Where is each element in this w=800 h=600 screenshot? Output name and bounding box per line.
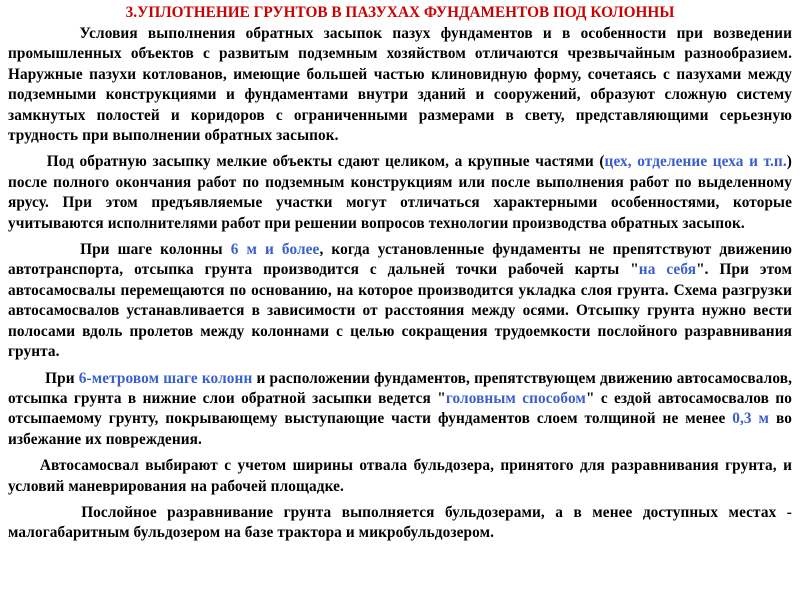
highlight-head-method: головным способом <box>445 389 586 407</box>
highlight-column-step: 6 м и более <box>230 241 320 259</box>
paragraph-6-text: Послойное разравнивание грунта выполняется бульдозерами, а в менее доступных местах - малогабаритным бульдозером на базе трактора и микробульдозером. <box>8 503 796 542</box>
indent <box>8 25 79 42</box>
highlight-towards-self: на себя <box>638 261 697 279</box>
paragraph-3-text-2: , когда установленные фундаменты не препятствуют движению автотранспорта, отсыпка грунта производится с дальней точки рабочей карты " <box>8 241 796 279</box>
paragraph-5 <box>8 456 796 497</box>
paragraph-2-text-1: Под обратную засыпку мелкие объекты сдают целиком, а крупные частями ( <box>46 153 605 171</box>
paragraph-4 <box>8 369 796 451</box>
paragraph-4-text-1: При <box>45 369 79 387</box>
paragraph-4-text-3: " с ездой автосамосвалов по отсыпаемому грунту, покрывающему выступающие части фундаментов слоем толщиной не менее <box>8 389 796 428</box>
paragraph-5-text: Автосамосвал выбирают с учетом ширины отвала бульдозера, принятого для разравнивания грунта, и условий маневрирования на рабочей площадке. <box>8 457 796 495</box>
paragraph-6 <box>8 503 796 544</box>
paragraph-1 <box>8 24 796 146</box>
paragraph-3-text-1: При шаге колонны <box>80 241 231 259</box>
paragraph-4-text-4: во избежание их повреждения. <box>8 410 796 448</box>
paragraph-1-text: Условия выполнения обратных засыпок пазух фундаментов и в особенности при возведении промышленных объектов с развитым подземным хозяйством отличаются чрезвычайным разнообразием. Наружные пазухи котлованов, имеющие большей частью клиновидную форму, сочетаясь с пазухами между подземными конструкциями и фундаментами внутри зданий и сооружений, образуют сложную систему замкнутых полостей и коридоров с ограниченными размерами в свету, представляющими серьезную трудность при выполнении обратных засыпок. <box>8 25 796 145</box>
highlight-workshop: цех, отделение цеха и т.п. <box>604 153 787 171</box>
highlight-thickness: 0,3 м <box>732 410 770 428</box>
paragraph-3 <box>8 240 796 362</box>
slide-title: 3.УПЛОТНЕНИЕ ГРУНТОВ В ПАЗУХАХ ФУНДАМЕНТОВ ПОД КОЛОННЫ <box>125 4 675 21</box>
indent <box>8 504 81 521</box>
indent <box>8 457 40 474</box>
indent <box>8 153 47 170</box>
highlight-six-meter-step: 6-метровом шаге колонн <box>78 369 253 387</box>
paragraph-3-text-3: ". При этом автосамосвалы перемещаются по основанию, на которое производится укладка слоя грунта. Схема разгрузки автосамосвалов устанавливается в зависимости от расстояния между осями. Отсыпку грунта нужно вести полосами вдоль пролетов между колоннами с целью сокращения трудоемкости послойного разравнивания грунта. <box>8 261 796 361</box>
paragraph-2-text-2: ) после полного окончания работ по подземным конструкциям или после выполнения работ по выделенному ярусу. При этом предъявляемые участки могут отличаться характерными особенностями, которые учитываются исполнителями работ при решении вопросов технологии производства обратных засыпок. <box>8 153 796 232</box>
indent <box>8 370 45 387</box>
paragraph-2 <box>8 152 796 234</box>
paragraph-4-text-2: и расположении фундаментов, препятствующем движению автосамосвалов, отсыпка грунта в нижние слои обратной засыпки ведется " <box>8 369 796 407</box>
indent <box>8 241 80 258</box>
